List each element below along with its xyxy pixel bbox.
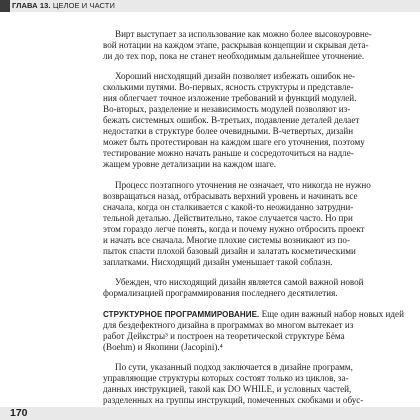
text-line: сколькими путями. Во-первых, ясность структуры и представле- <box>103 82 354 93</box>
paragraph-approach <box>103 361 364 406</box>
text-line: По сути, указанный подход заключается в дизайне программ, <box>115 361 353 372</box>
page-footer <box>0 407 420 420</box>
text-line: тестирование можно начать раньше и сосредоточиться на надле- <box>103 148 354 159</box>
text-line: работ Дейкстры³ и построен на теоретической структуре Бёма <box>103 330 345 341</box>
text-line: сначала, когда он сталкивается с какой-то неожиданно затрудни- <box>103 201 354 212</box>
text-line: бежать системных ошибок. В-третьих, подавление деталей делает <box>103 115 360 126</box>
chapter-label: ГЛАВА 13. <box>12 1 51 10</box>
text-line: данных инструкцией, такой как DO WHILE, и условных частей, <box>103 383 352 394</box>
text-line: Убежден, что нисходящий дизайн является самой важной новой <box>115 277 364 288</box>
text-line: тельной деталью. Действительно, такое случается часто. Но при <box>103 212 353 223</box>
text-line: управляющие структуры которых состоят только из циклов, за- <box>103 372 349 383</box>
page-number: 170 <box>10 407 28 419</box>
body-text <box>103 29 404 415</box>
paragraph-stepwise-refinement <box>103 179 371 268</box>
text-line: Вирт выступает за использование как можно более высокоуровне- <box>115 29 372 39</box>
running-head-text <box>12 0 115 12</box>
text-line: пыток спасти плохой базовый дизайн и залатать косметическими <box>103 245 356 256</box>
section-title: ЦЕЛОЕ И ЧАСТИ <box>52 1 115 10</box>
text-line: вой нотации на каждом этапе, раскрывая концепции и скрывая дета- <box>103 40 369 50</box>
header-tab-marker <box>0 0 10 12</box>
text-line: формализацией программирования последнего десятилетия. <box>103 288 338 299</box>
text-line: заплатками. Нисходящий дизайн уменьшает такой соблазн. <box>103 256 333 267</box>
text-line: Процесс поэтапного уточнения не означает, что никогда не нужно <box>115 179 371 190</box>
text-line: может быть протестирован на каждом шаге его уточнения, поэтому <box>103 137 365 148</box>
paragraph-structured-programming <box>103 308 404 353</box>
text-line: недостатки в структуре более очевидными. В-четвертых, дизайн <box>103 126 354 137</box>
paragraph-conviction <box>103 277 364 299</box>
text-line: этом гораздо легче понять, когда и почему нужно отбросить проект <box>103 223 365 234</box>
text-line: Хороший нисходящий дизайн позволяет избежать ошибок не- <box>115 71 356 82</box>
text-line: разделенных на группы инструкций, помеченных скобками и обус- <box>103 394 364 405</box>
text-line: (Boehm) и Якопини (Jacopini).⁴ <box>103 341 223 352</box>
text-line: ния облегчает точное изложение требований и функций модулей. <box>103 93 357 104</box>
text-fragment: Еще один важный набор новых идей <box>259 308 404 319</box>
paragraph-wirth <box>103 29 372 62</box>
text-line: ли до тех пор, пока не станет необходимым дальнейшее уточнение. <box>103 51 365 61</box>
text-line: возвращаться назад, отбрасывать верхний уровень и начинать все <box>103 190 358 201</box>
runin-heading: СТРУКТУРНОЕ ПРОГРАММИРОВАНИЕ. <box>103 309 260 319</box>
text-line: Во-вторых, разделение и независимость модулей позволяют из- <box>103 104 351 115</box>
text-line: и начать все сначала. Многие плохие системы возникают из по- <box>103 234 350 245</box>
text-line <box>103 308 404 320</box>
running-header <box>0 0 420 12</box>
paragraph-top-down-benefits <box>103 71 365 170</box>
text-line: жащем уровне детализации на каждом шаге. <box>103 159 277 170</box>
text-line: для бездефектного дизайна в программах во многом вытекает из <box>103 319 354 330</box>
